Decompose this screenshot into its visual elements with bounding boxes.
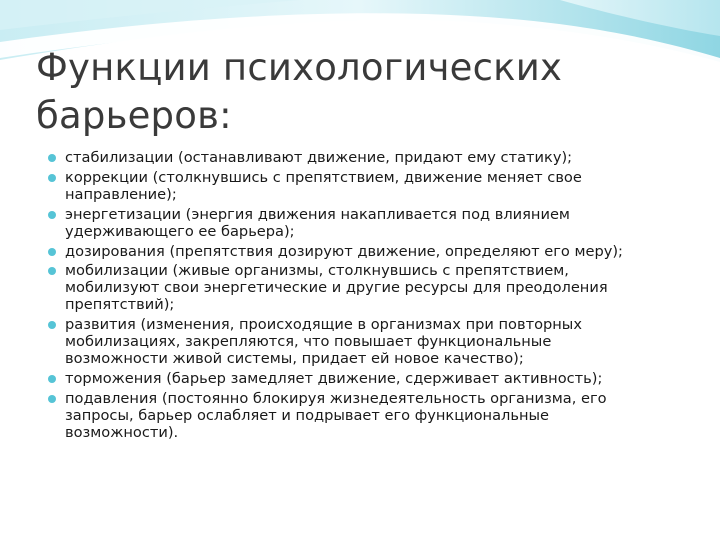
bullet-dot-icon — [48, 154, 56, 162]
bullet-text-line: мобилизуют свои энергетические и другие ресурсы для преодоления — [65, 279, 608, 297]
bullet-text-line: стабилизации (останавливают движение, придают ему статику); — [65, 149, 573, 166]
bullet-text-line: торможения (барьер замедляет движение, сдерживает активность); — [65, 369, 603, 387]
bullet-text-line: возможности). — [65, 423, 179, 441]
title-line-2: барьеров: — [36, 94, 232, 137]
bullet-dot-icon — [48, 248, 56, 256]
bullet-item — [46, 371, 676, 388]
bullet-dot-icon — [48, 267, 56, 275]
bullet-text-line: подавления (постоянно блокируя жизнедеятельность организма, его — [65, 389, 607, 407]
bullet-text-line: возможности живой системы, придает ей новое качество); — [65, 349, 524, 367]
bullet-text-line: запросы, барьер ослабляет и подрывает его функциональные — [65, 406, 550, 424]
bullet-item — [46, 317, 676, 368]
bullet-text-line: коррекции (столкнувшись с препятствием, движение меняет свое — [65, 168, 582, 186]
bullet-item — [46, 244, 676, 261]
bullet-dot-icon — [48, 375, 56, 383]
bullet-item — [46, 391, 676, 442]
bullet-text-line: препятствий); — [65, 296, 175, 314]
bullet-text-line: развития (изменения, происходящие в организмах при повторных — [65, 316, 582, 334]
bullet-text-line: направление); — [65, 185, 177, 203]
bullet-text-line: дозирования (препятствия дозируют движение, определяют его меру); — [65, 242, 623, 260]
bullet-dot-icon — [48, 395, 56, 403]
bullet-text-line: мобилизации (живые организмы, столкнувшись с препятствием, — [65, 262, 569, 280]
bullet-item — [46, 170, 676, 204]
slide-title — [36, 44, 676, 140]
bullet-item — [46, 263, 676, 314]
title-line-1: Функции психологических — [36, 46, 563, 89]
bullet-text-line: мобилизациях, закрепляются, что повышает функциональные — [65, 333, 552, 351]
bullet-text-line: энергетизации (энергия движения накапливается под влиянием — [65, 205, 570, 223]
bullet-list — [46, 150, 676, 445]
bullet-dot-icon — [48, 174, 56, 182]
bullet-item — [46, 207, 676, 241]
bullet-text-line: удерживающего ее барьера); — [65, 222, 295, 240]
bullet-item — [46, 150, 676, 167]
bullet-dot-icon — [48, 321, 56, 329]
bullet-dot-icon — [48, 211, 56, 219]
